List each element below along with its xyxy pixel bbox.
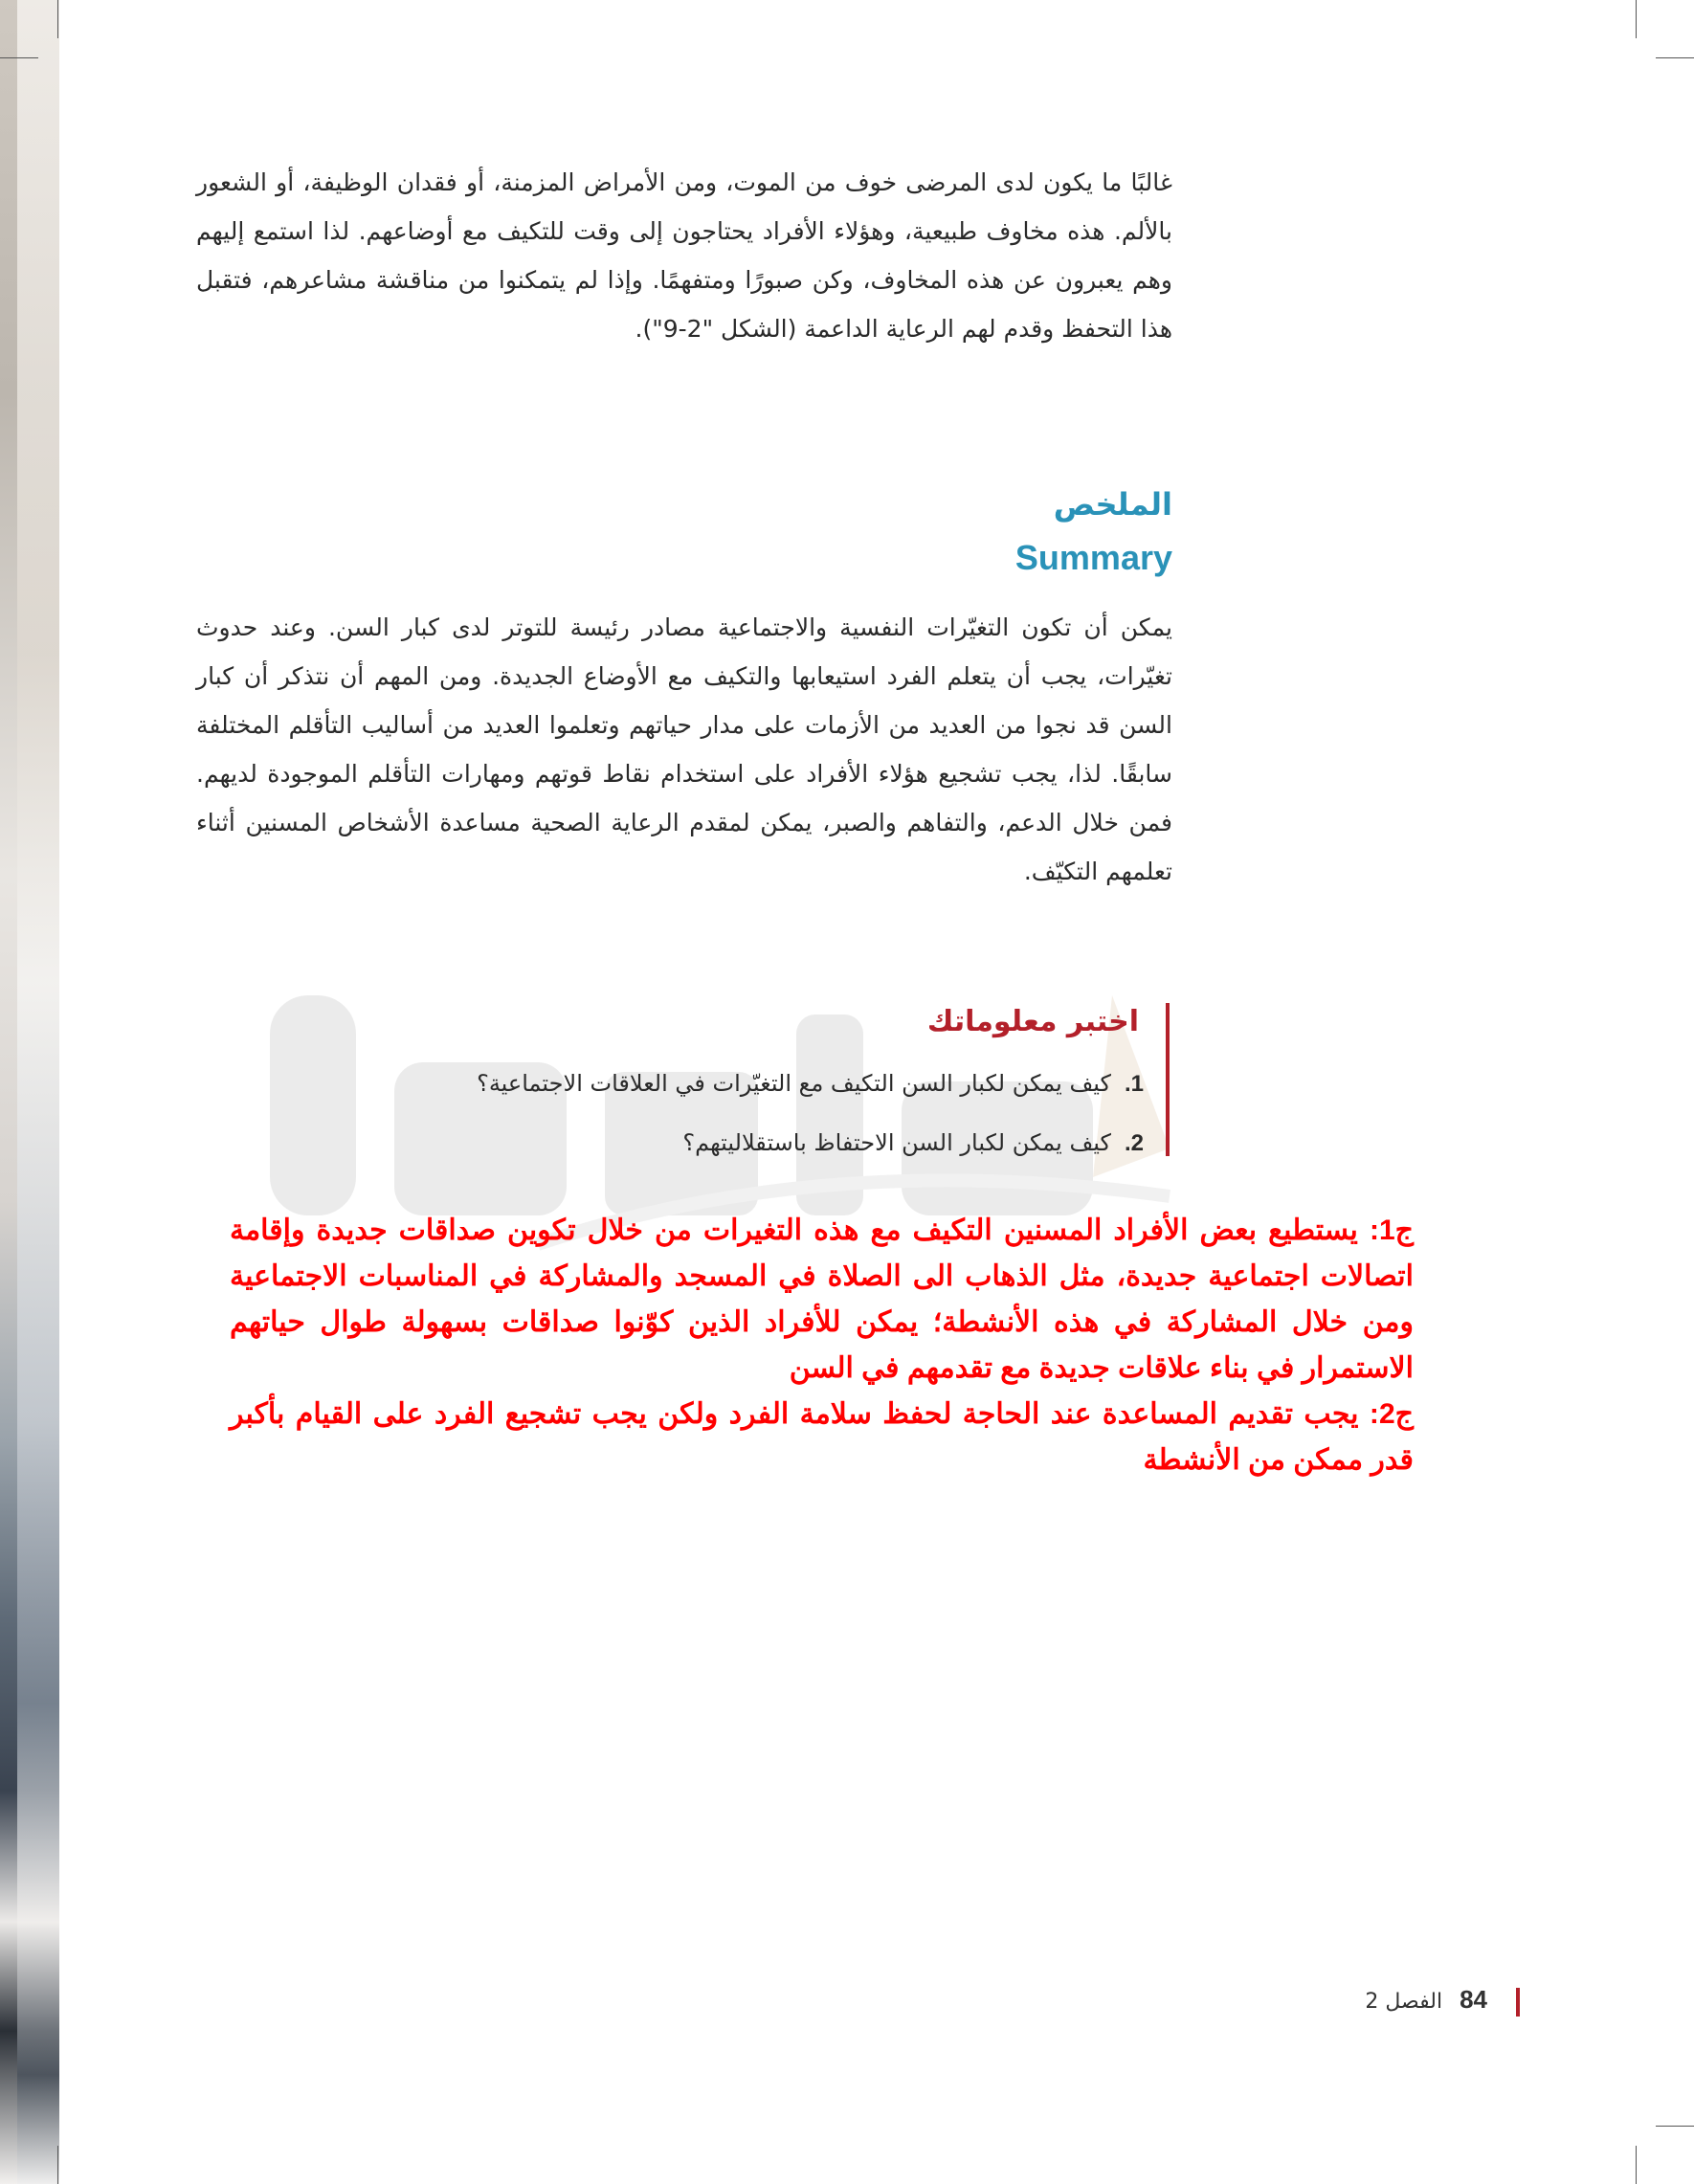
intro-paragraph: غالبًا ما يكون لدى المرضى خوف من الموت، ومن الأمراض المزمنة، أو فقدان الوظيفة، أو الشعور بالألم. هذه مخاوف طبيعية، وهؤلاء الأفراد يحتاجون إلى وقت للتكيف مع أوضاعهم. لذا استمع إليهم وهم يعبرون عن هذه المخاوف، وكن صبورًا ومتفهمًا. وإذا لم يتمكنوا من مناقشة مشاعرهم، فتقبل هذا التحفظ وقدم لهم الرعاية الداعمة (الشكل "2-9"). [196,168,1172,343]
quiz-accent-bar [1166,1003,1170,1156]
summary-heading-ar: الملخص [1053,486,1172,523]
crop-mark [1656,57,1694,58]
answer-2: ج2: يجب تقديم المساعدة عند الحاجة لحفظ سلامة الفرد ولكن يجب تشجيع الفرد على القيام بأكبر قدر ممكن من الأنشطة [230,1398,1414,1476]
answers-block [230,1208,1414,1483]
crop-mark [1636,2146,1637,2184]
summary-paragraph: يمكن أن تكون التغيّرات النفسية والاجتماعية مصادر رئيسة للتوتر لدى كبار السن. وعند حدوث تغيّرات، يجب أن يتعلم الفرد استيعابها والتكيف مع الأوضاع الجديدة. ومن المهم أن نتذكر أن كبار السن قد نجوا من العديد من الأزمات على مدار حياتهم وتعلموا العديد من أساليب التأقلم المختلفة سابقًا. لذا، يجب تشجيع هؤلاء الأفراد على استخدام نقاط قوتهم ومهارات التأقلم الموجودة لديهم. فمن خلال الدعم، والتفاهم والصبر، يمكن لمقدم الرعاية الصحية مساعدة الأشخاص المسنين أثناء تعلمهم التكيّف. [196,613,1172,885]
footer-accent-bar [1516,1988,1520,2017]
crop-mark [57,0,58,38]
crop-mark [0,57,38,58]
chapter-label: الفصل 2 [1365,1990,1443,2014]
quiz-item [477,1070,1144,1098]
quiz-item-number: 2. [1124,1130,1144,1156]
crop-mark [57,2146,58,2184]
side-photo-strip [0,0,59,2184]
answer-1: ج1: يستطيع بعض الأفراد المسنين التكيف مع هذه التغيرات من خلال تكوين صداقات جديدة وإقامة اتصالات اجتماعية جديدة، مثل الذهاب الى الصلاة في المسجد والمشاركة في المناسبات الاجتماعية ومن خلال المشاركة في هذه الأنشطة؛ يمكن للأفراد الذين كوّنوا صداقات بسهولة طوال حياتهم الاستمرار في بناء علاقات جديدة مع تقدمهم في السن [230,1215,1414,1384]
quiz-item-text: كيف يمكن لكبار السن الاحتفاظ باستقلاليتهم؟ [682,1129,1111,1156]
quiz-item [682,1129,1144,1157]
crop-mark [1636,0,1637,38]
quiz-item-text: كيف يمكن لكبار السن التكيف مع التغيّرات في العلاقات الاجتماعية؟ [477,1070,1111,1097]
crop-mark [1656,2126,1694,2127]
page-footer [1365,1985,1520,2017]
quiz-item-number: 1. [1124,1071,1144,1097]
page-number: 84 [1460,1985,1487,2014]
quiz-title: اختبر معلوماتك [926,1005,1139,1038]
summary-heading-en: Summary [1014,538,1172,577]
